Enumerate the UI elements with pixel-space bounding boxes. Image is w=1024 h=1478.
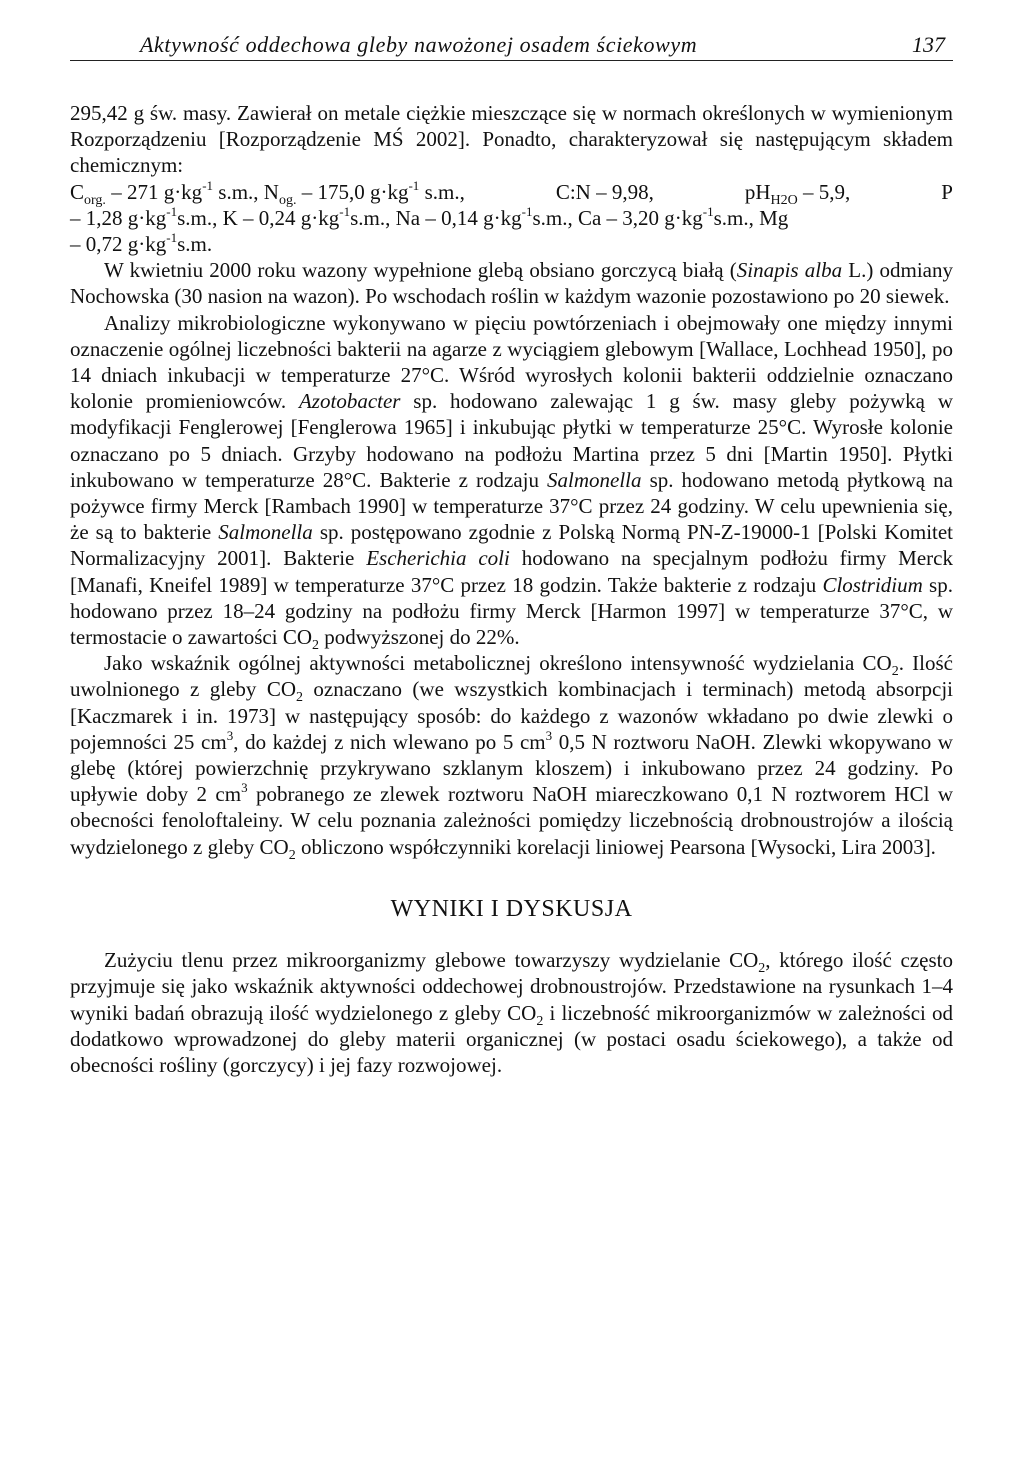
paragraph-microbiology-methods: Analizy mikrobiologiczne wykonywano w pięciu powtórzeniach i obejmowały one między innymi oznaczenie ogólnej liczebności bakterii na agarze z wyciągiem glebowym [Wallace, Lochhead 1950], po 14 dniach inkubacji w temperaturze 27°C. Wśród wyrosłych kolonii bakterii oddzielnie oznaczano kolonie promieniowców. Azotobacter sp. hodowano zalewając 1 g św. masy gleby pożywką w modyfikacji Fenglerowej [Fenglerowa 1965] i inkubując płytki w temperaturze 25°C. Wyrosłe kolonie oznaczano po 5 dniach. Grzyby hodowano na podłożu Martina przez 5 dni [Martin 1950]. Płytki inkubowano w temperaturze 28°C. Bakterie z rodzaju Salmonella sp. hodowano metodą płytkową na pożywce firmy Merck [Rambach 1990] w temperaturze 37°C przez 24 godziny. W celu upewnienia się, że są to bakterie Salmonella sp. postępowano zgodnie z Polską Normą PN-Z-19000-1 [Polski Komitet Normalizacyjny 2001]. Bakterie Escherichia coli hodowano na specjalnym podłożu firmy Merck [Manafi, Kneifel 1989] w temperaturze 37°C przez 18 godzin. Także bakterie z rodzaju Clostridium sp. hodowano przez 18–24 godziny na podłożu firmy Merck [Harmon 1997] w temperaturze 37°C, w termostacie o zawartości $CO_2$ podwyższonej do 22%. xyxy=(70,310,954,654)
chemical-composition-line-1: $C_{org.} - 271$ $g\cdot kg^{-1}$ s.m., $N_{og.} - 175,0$ $g\cdot kg^{-1}$ s.m., C:N – 9,98, $pH_{H2O} - 5,9$, P xyxy=(70,177,953,208)
running-title: Aktywność oddechowa gleby nawożonej osadem ściekowym xyxy=(140,32,698,57)
section-heading-results: WYNIKI I DYSKUSJA xyxy=(390,895,633,922)
paragraph-co2-method: Jako wskaźnik ogólnej aktywności metabolicznej określono intensywność wydzielania $CO_2$. Ilość uwolnionego z gleby $CO_2$ oznaczano (we wszystkich kombinacjach i terminach) metodą absorpcji [Kaczmarek i in. 1973] w następujący sposób: do każdego z wazonów wkładano po dwie zlewki o pojemności 25 $cm^3$, do każdej z nich wlewano po 5 $cm^3$ 0,5 N roztworu NaOH. Zlewki wkopywano w glebę (której powierzchnię przykrywano szklanym kloszem) i inkubowano przez 24 godziny. Po upływie doby 2 $cm^3$ pobranego ze zlewek roztworu NaOH miareczkowano 0,1 N roztworem HCl w obecności fenoloftaleiny. W celu poznania zależności pomiędzy liczebnością drobnoustrojów a ilością wydzielonego z gleby $CO_2$ obliczono współczynniki korelacji liniowej Pearsona [Wysocki, Lira 2003]. xyxy=(70,651,953,863)
chemical-composition-line-3: – 0,72 $g\cdot kg^{-1}s.m$. xyxy=(70,230,213,257)
paragraph-sludge-composition: 295,42 g św. masy. Zawierał on metale ciężkie mieszczące się w normach określonych w wymienionym Rozporządzeniu [Rozporządzenie MŚ 2002]. Ponadto, charakteryzował się następującym składem chemicznym: xyxy=(70,101,953,178)
chemical-composition-line-2: – 1,28 $g\cdot kg^{-1}s.m$., K – 0,24 $g\cdot kg^{-1}s.m$., Na – 0,14 $g\cdot kg^{-1}s.m$., Ca – 3,20 $g\cdot kg^{-1}s.m$., Mg xyxy=(70,203,789,230)
page-number: 137 xyxy=(912,32,945,57)
paragraph-results-intro: Zużyciu tlenu przez mikroorganizmy glebowe towarzyszy wydzielanie $CO_2$, którego ilość często przyjmuje się jako wskaźnik aktywności oddechowej drobnoustrojów. Przedstawione na rysunkach 1–4 wyniki badań obrazują ilość wydzielonego z gleby $CO_2$ i liczebność mikroorganizmów w zależności od dodatkowo wprowadzonej do gleby materii organicznej (w postaci osadu ściekowego), a także od obecności rośliny (gorczycy) i jej fazy rozwojowej. xyxy=(70,948,953,1077)
article-body xyxy=(70,100,953,1078)
paragraph-sowing: W kwietniu 2000 roku wazony wypełnione glebą obsiano gorczycą białą (Sinapis alba L.) odmiany Nochowska (30 nasion na wazon). Po wschodach roślin w każdym wazonie pozostawiono po 20 siewek. xyxy=(70,258,953,309)
running-header xyxy=(70,26,953,61)
